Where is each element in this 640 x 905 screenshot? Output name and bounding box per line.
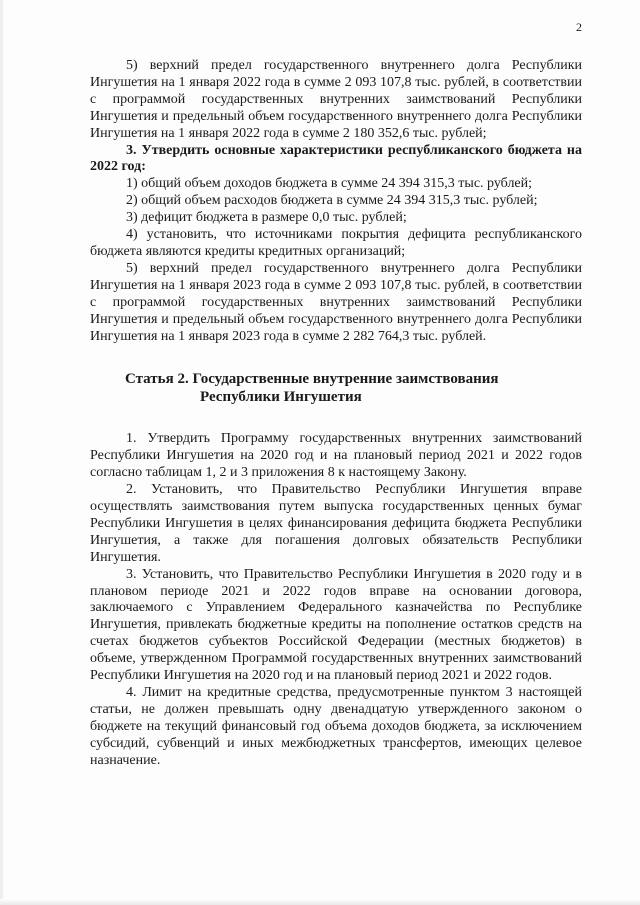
spacer: [90, 406, 582, 431]
article-item-3: 3. Установить, что Правительство Республики Ингушетия в 2020 году и в плановом периоде 2021 и 2022 годов вправе на основании договора, заключаемого с Управлением Федерального казначейства по Республике Ингушетия, привлекать бюджетные кредиты на пополнение остатков средств на счетах бюджетов субъектов Российской Федерации (местных бюджетов) в объеме, утвержденном Программой государственных внутренних заимствований Республики Ингушетия на 2020 год и на плановый период 2021 и 2022 годов.: [90, 566, 582, 684]
article-heading-line1: Статья 2. Государственные внутренние заимствования: [125, 371, 499, 388]
article-heading-line2: Республики Ингушетия: [200, 389, 362, 406]
scan-left-edge: [0, 0, 3, 905]
paragraph-deficit-sources-2022: 4) установить, что источниками покрытия дефицита республиканского бюджета являются кредиты кредитных организаций;: [90, 227, 582, 259]
scan-bottom-edge: [0, 899, 640, 905]
paragraph-budget-2022-heading: 3. Утвердить основные характеристики республиканского бюджета на 2022 год:: [90, 142, 582, 175]
paragraph-revenue-2022: 1) общий объем доходов бюджета в сумме 24 394 315,3 тыс. рублей;: [126, 176, 533, 192]
page-number: 2: [576, 20, 582, 34]
spacer: [90, 345, 582, 370]
paragraph-deficit-2022: 3) дефицит бюджета в размере 0,0 тыс. рублей;: [126, 210, 407, 226]
document-body: [90, 58, 582, 770]
paragraph-debt-limit-2022: 5) верхний предел государственного внутреннего долга Республики Ингушетия на 1 января 2022 года в сумме 2 093 107,8 тыс. рублей, в соответствии с программой государственных внутренних заимствований Республики Ингушетия и предельный объем государственного внутреннего долга Республики Ингушетия на 1 января 2022 года в сумме 2 180 352,6 тыс. рублей;: [90, 58, 582, 141]
paragraph-expenses-2022: 2) общий объем расходов бюджета в сумме 24 394 315,3 тыс. рублей;: [126, 193, 538, 209]
paragraph-debt-limit-2023: 5) верхний предел государственного внутреннего долга Республики Ингушетия на 1 января 2023 года в сумме 2 093 107,8 тыс. рублей, в соответствии с программой государственных внутренних заимствований Республики Ингушетия и предельный объем государственного внутреннего долга Республики Ингушетия на 1 января 2023 года в сумме 2 282 764,3 тыс. рублей.: [90, 260, 582, 344]
article-item-2: 2. Установить, что Правительство Республики Ингушетия вправе осуществлять заимствования путем выпуска государственных ценных бумаг Республики Ингушетия в целях финансирования дефицита бюджета Республики Ингушетия, а также для погашения долговых обязательств Республики Ингушетия.: [90, 482, 582, 565]
article-heading: [90, 370, 582, 406]
article-item-1: 1. Утвердить Программу государственных внутренних заимствований Республики Ингушетия на 2020 год и на плановый период 2021 и 2022 годов согласно таблицам 1, 2 и 3 приложения 8 к настоящему Закону.: [90, 431, 582, 481]
article-item-4: 4. Лимит на кредитные средства, предусмотренные пунктом 3 настоящей статьи, не должен превышать одну двенадцатую утвержденного законом о бюджете на текущий финансовый год объема доходов бюджета, за исключением субсидий, субвенций и иных межбюджетных трансфертов, имеющих целевое назначение.: [90, 685, 582, 768]
